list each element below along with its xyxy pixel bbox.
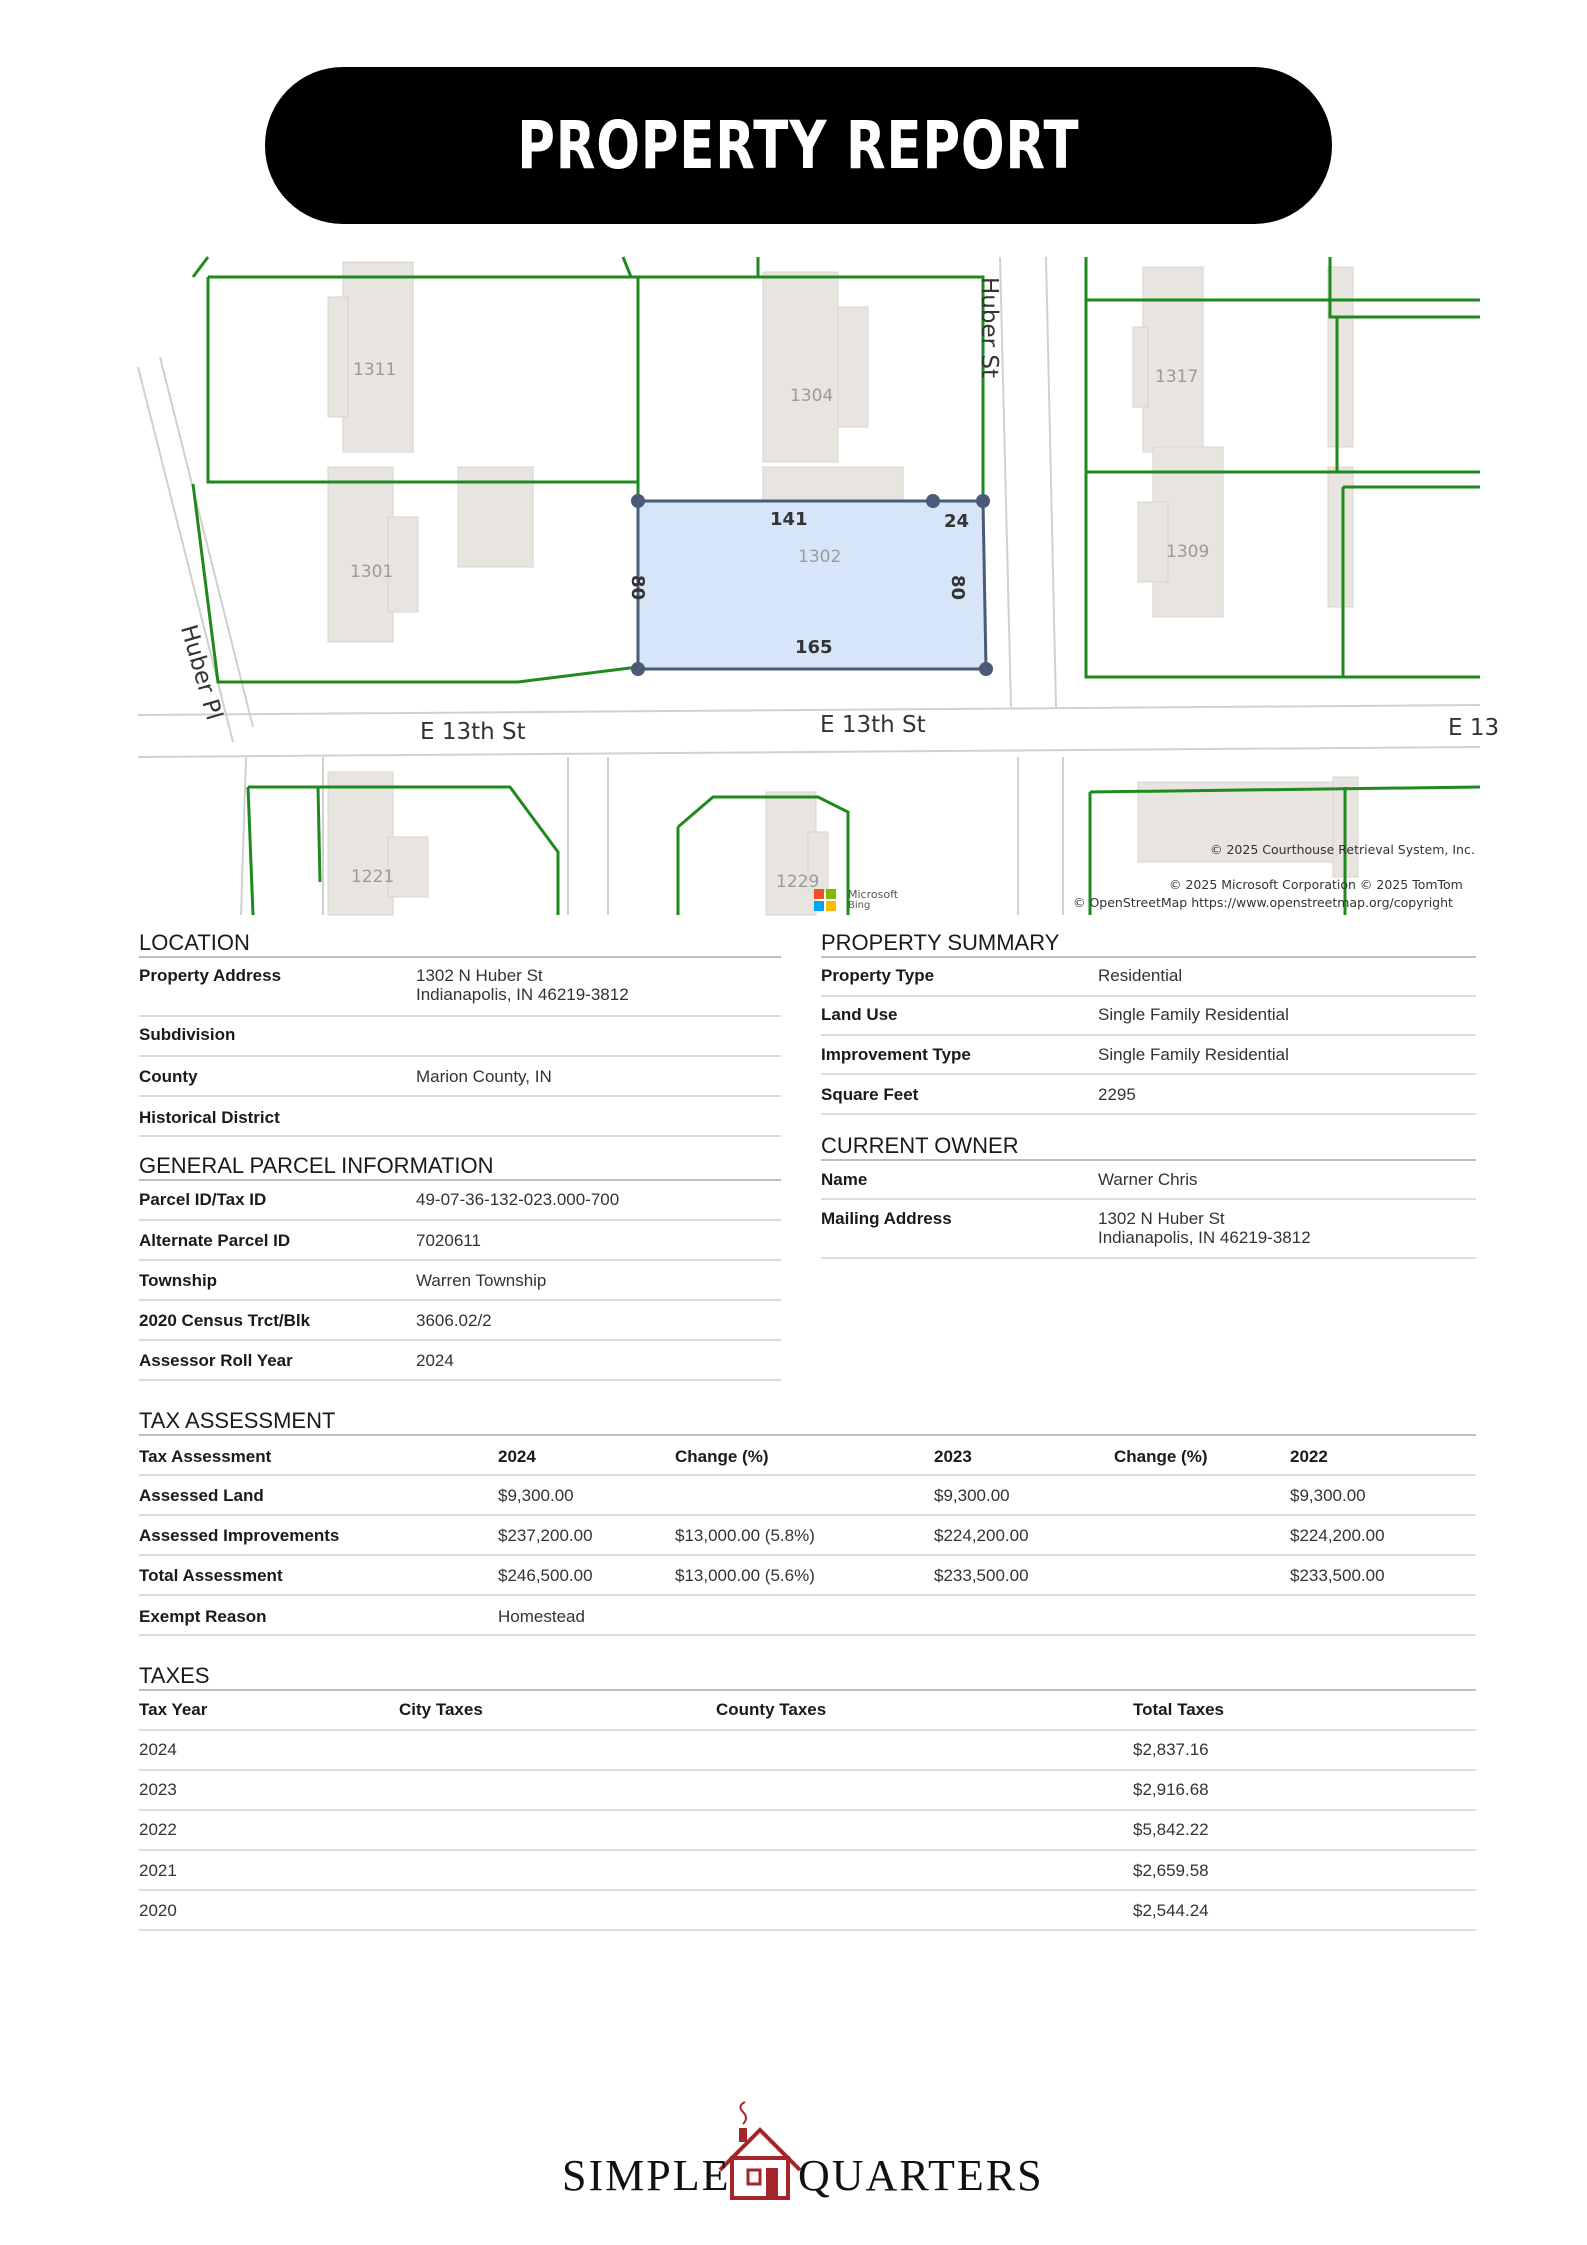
field-value: 2295 <box>1098 1085 1136 1104</box>
parcel-map-graphic <box>138 257 1480 915</box>
field-value: Marion County, IN <box>416 1067 552 1086</box>
column-header: Tax Year <box>139 1700 208 1719</box>
cell-value: $13,000.00 (5.8%) <box>675 1526 815 1545</box>
parcel-dimension: 141 <box>770 509 808 530</box>
house-number: 1301 <box>350 562 394 582</box>
section-title-tax-assessment: TAX ASSESSMENT <box>139 1408 336 1433</box>
bing-sublabel: Bing <box>848 900 871 911</box>
parcel-dimension: 165 <box>795 637 833 658</box>
column-header: 2023 <box>934 1447 972 1466</box>
table-header-row <box>139 1691 1476 1731</box>
field-value: 49-07-36-132-023.000-700 <box>416 1190 620 1209</box>
field-label: Property Address <box>139 966 282 985</box>
field-value: Single Family Residential <box>1098 1045 1289 1064</box>
section-title-current-owner: CURRENT OWNER <box>821 1133 1019 1158</box>
logo-text-left: SIMPLE <box>562 2151 731 2200</box>
map-credit: © 2025 Courthouse Retrieval System, Inc. <box>1210 842 1475 857</box>
field-label: Name <box>821 1170 868 1189</box>
table-row <box>139 1851 1476 1891</box>
cell-value: $224,200.00 <box>1290 1526 1385 1545</box>
field-value: Single Family Residential <box>1098 1005 1289 1024</box>
map-credit: © OpenStreetMap https://www.openstreetmap.org/copyright <box>1073 895 1453 910</box>
field-label: 2020 Census Trct/Blk <box>139 1311 311 1330</box>
section-title-general-parcel: GENERAL PARCEL INFORMATION <box>139 1153 494 1178</box>
street-label: E 13th St <box>420 719 526 745</box>
field-value: 3606.02/2 <box>416 1311 492 1330</box>
total-taxes: $2,659.58 <box>1133 1861 1209 1880</box>
parcel-map[interactable] <box>138 257 1500 915</box>
section-title-location: LOCATION <box>139 930 250 955</box>
field-value: Indianapolis, IN 46219-3812 <box>1098 1228 1311 1247</box>
field-value: Warner Chris <box>1098 1170 1198 1189</box>
table-row <box>139 1771 1476 1811</box>
table-header-row <box>139 1436 1476 1476</box>
field-label: Alternate Parcel ID <box>139 1231 291 1250</box>
total-taxes: $2,544.24 <box>1133 1901 1209 1920</box>
table-row <box>139 1596 1476 1636</box>
column-header: Tax Assessment <box>139 1447 272 1466</box>
field-label: Improvement Type <box>821 1045 971 1064</box>
field-label: Township <box>139 1271 218 1290</box>
table-row <box>821 1075 1476 1115</box>
section-title-property-summary: PROPERTY SUMMARY <box>821 930 1060 955</box>
cell-value: Homestead <box>498 1607 585 1626</box>
column-header: Total Taxes <box>1133 1700 1225 1719</box>
parcel-dimension: 80 <box>947 575 968 601</box>
tax-year: 2021 <box>139 1861 177 1880</box>
house-number: 1302 <box>798 547 842 567</box>
report-header-banner <box>265 67 1332 224</box>
cell-value: $13,000.00 (5.6%) <box>675 1566 815 1585</box>
table-row <box>821 1200 1476 1259</box>
table-row <box>821 1036 1476 1075</box>
column-header: 2022 <box>1290 1447 1328 1466</box>
section-title-taxes: TAXES <box>139 1663 210 1688</box>
total-taxes: $5,842.22 <box>1133 1820 1209 1839</box>
table-row <box>139 958 781 1017</box>
house-number: 1317 <box>1155 367 1199 387</box>
field-value: 1302 N Huber St <box>1098 1209 1225 1228</box>
field-label: Historical District <box>139 1108 280 1127</box>
total-taxes: $2,837.16 <box>1133 1740 1209 1759</box>
column-header: 2024 <box>498 1447 536 1466</box>
row-label: Assessed Land <box>139 1486 264 1505</box>
field-value: 2024 <box>416 1351 454 1370</box>
bing-label: Microsoft <box>848 888 899 901</box>
column-header: County Taxes <box>716 1700 827 1719</box>
row-label: Assessed Improvements <box>139 1526 340 1545</box>
parcel-dimension: 80 <box>627 575 648 601</box>
field-value: 7020611 <box>416 1231 481 1250</box>
tax-year: 2023 <box>139 1780 177 1799</box>
row-label: Total Assessment <box>139 1566 283 1585</box>
field-label: Assessor Roll Year <box>139 1351 293 1370</box>
table-row <box>139 1057 781 1097</box>
field-label: Land Use <box>821 1005 898 1024</box>
field-value: Warren Township <box>416 1271 547 1290</box>
table-row <box>139 1731 1476 1771</box>
map-credit: © 2025 Microsoft Corporation © 2025 TomTom <box>1169 877 1463 892</box>
cell-value: $9,300.00 <box>1290 1486 1366 1505</box>
field-label: Property Type <box>821 966 935 985</box>
house-number: 1229 <box>776 872 820 892</box>
field-label: Subdivision <box>139 1025 236 1044</box>
cell-value: $224,200.00 <box>934 1526 1029 1545</box>
street-label: Huber Pl <box>175 622 227 724</box>
field-value: Indianapolis, IN 46219-3812 <box>416 985 629 1004</box>
field-label: County <box>139 1067 198 1086</box>
table-row <box>139 1341 781 1381</box>
row-label: Exempt Reason <box>139 1607 267 1626</box>
table-row <box>139 1097 781 1137</box>
tax-year: 2022 <box>139 1820 177 1839</box>
cell-value: $233,500.00 <box>934 1566 1029 1585</box>
table-row <box>139 1516 1476 1556</box>
cell-value: $9,300.00 <box>934 1486 1010 1505</box>
column-header: Change (%) <box>1114 1447 1208 1466</box>
table-row <box>139 1017 781 1057</box>
table-row <box>139 1221 781 1261</box>
field-value: 1302 N Huber St <box>416 966 543 985</box>
street-label: E 13th St <box>820 712 926 738</box>
field-label: Square Feet <box>821 1085 919 1104</box>
table-row <box>821 1161 1476 1200</box>
column-header: City Taxes <box>399 1700 483 1719</box>
logo-text-right: QUARTERS <box>798 2151 1044 2200</box>
house-number: 1221 <box>351 867 395 887</box>
total-taxes: $2,916.68 <box>1133 1780 1209 1799</box>
table-row <box>139 1476 1476 1516</box>
house-number: 1309 <box>1166 542 1210 562</box>
tax-year: 2020 <box>139 1901 177 1920</box>
street-label: E 13 <box>1448 715 1500 741</box>
tax-year: 2024 <box>139 1740 177 1759</box>
field-value: Residential <box>1098 966 1183 985</box>
parcel-dimension: 24 <box>944 511 970 532</box>
field-label: Mailing Address <box>821 1209 952 1228</box>
column-header: Change (%) <box>675 1447 769 1466</box>
table-row <box>139 1261 781 1301</box>
table-row <box>139 1891 1476 1931</box>
page-title: PROPERTY REPORT <box>517 107 1080 184</box>
table-row <box>139 1556 1476 1596</box>
cell-value: $9,300.00 <box>498 1486 574 1505</box>
table-row <box>139 1181 781 1221</box>
table-row <box>821 997 1476 1036</box>
table-row <box>139 1301 781 1341</box>
table-row <box>139 1811 1476 1851</box>
cell-value: $233,500.00 <box>1290 1566 1385 1585</box>
table-row <box>821 958 1476 997</box>
house-number: 1311 <box>353 360 397 380</box>
cell-value: $237,200.00 <box>498 1526 593 1545</box>
cell-value: $246,500.00 <box>498 1566 593 1585</box>
street-label: Huber St <box>976 277 1002 379</box>
field-label: Parcel ID/Tax ID <box>139 1190 267 1209</box>
house-number: 1304 <box>790 386 834 406</box>
